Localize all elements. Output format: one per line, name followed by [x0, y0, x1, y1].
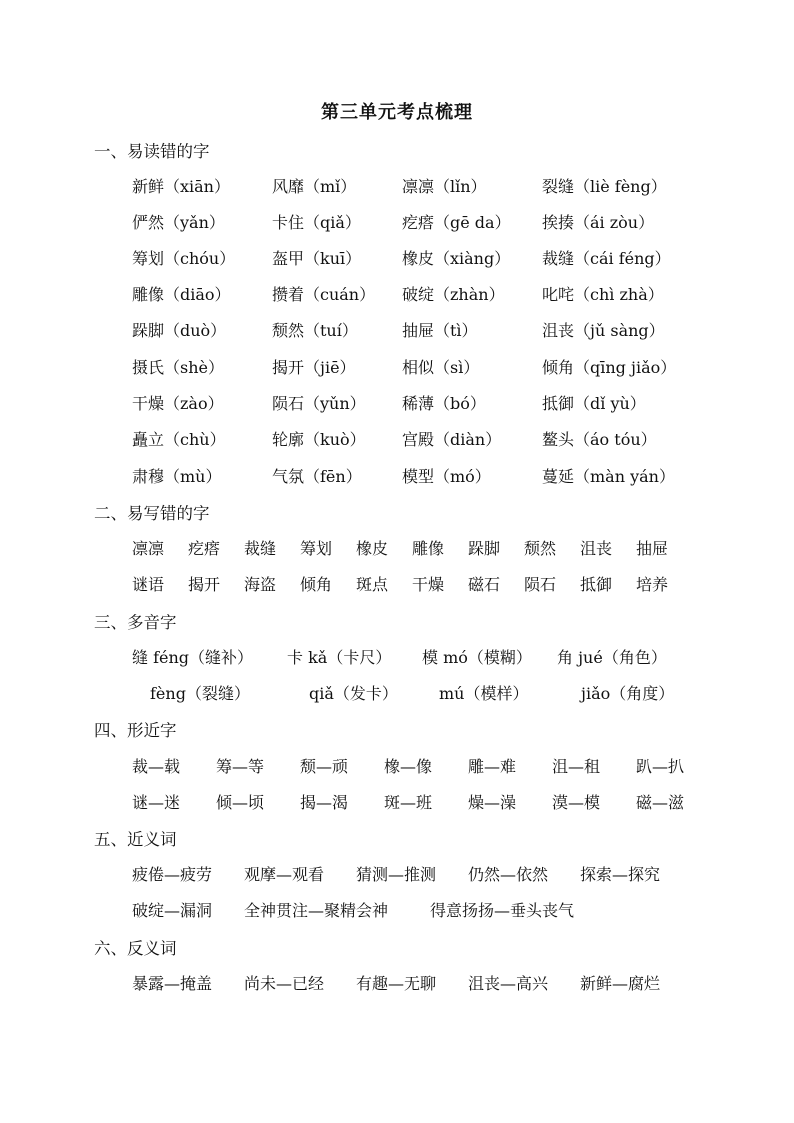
term-item: 气氛（fēn）	[272, 467, 362, 486]
term-item: 颓然	[524, 539, 557, 558]
term-item: 颓然（tuí）	[272, 321, 358, 340]
term-item: 凛凛	[132, 539, 165, 558]
term-item: 裁缝	[244, 539, 277, 558]
section-row	[0, 427, 794, 451]
term-item: 橡皮（xiàng）	[402, 249, 511, 268]
term-item: 俨然（yǎn）	[132, 213, 225, 232]
term-item: 筹划	[300, 539, 333, 558]
term-item: 橡—像	[384, 757, 433, 776]
term-item: 新鲜（xiān）	[132, 177, 230, 196]
term-item: 矗立（chù）	[132, 430, 226, 449]
term-item: 裁缝（cái féng）	[542, 249, 671, 268]
term-item: 摄氏（shè）	[132, 358, 224, 377]
term-item: 疙瘩（gē da）	[402, 213, 511, 232]
term-item: 肃穆（mù）	[132, 467, 222, 486]
term-item: 沮丧	[580, 539, 613, 558]
term-item: 雕像（diāo）	[132, 285, 231, 304]
section-heading: 三、多音字	[94, 613, 177, 632]
term-item: 干燥	[412, 575, 445, 594]
term-item: 陨石	[524, 575, 557, 594]
term-item: 挨揍（ái zòu）	[542, 213, 655, 232]
term-item: 燥—澡	[468, 793, 517, 812]
section-row	[0, 174, 794, 198]
term-item: 海盗	[244, 575, 277, 594]
term-item: 倾角（qīng jiǎo）	[542, 358, 677, 377]
term-item: 模 mó（模糊）	[422, 648, 532, 667]
term-item: qiǎ（发卡）	[309, 684, 398, 703]
term-item: 陨石（yǔn）	[272, 394, 366, 413]
section-row	[0, 318, 794, 342]
section-row	[0, 862, 794, 886]
term-item: 橡皮	[356, 539, 389, 558]
term-item: 筹划（chóu）	[132, 249, 236, 268]
term-item: 斑点	[356, 575, 389, 594]
term-item: 揭—渴	[300, 793, 349, 812]
term-item: 倾—顷	[216, 793, 265, 812]
term-item: 疲倦—疲劳	[132, 865, 213, 884]
term-item: 疙瘩	[188, 539, 221, 558]
term-item: 仍然—依然	[468, 865, 549, 884]
term-item: 揭开	[188, 575, 221, 594]
term-item: 磁石	[468, 575, 501, 594]
term-item: 探索—探究	[580, 865, 661, 884]
term-item: fèng（裂缝）	[150, 684, 250, 703]
term-item: 斑—班	[384, 793, 433, 812]
section-row	[0, 681, 794, 705]
term-item: 缝 féng（缝补）	[132, 648, 254, 667]
term-item: 鳌头（áo tóu）	[542, 430, 657, 449]
term-item: 抽屉	[636, 539, 669, 558]
term-item: 漠—模	[552, 793, 601, 812]
term-item: 蔓延（màn yán）	[542, 467, 675, 486]
term-item: 轮廓（kuò）	[272, 430, 366, 449]
term-item: 全神贯注—聚精会神	[244, 901, 389, 920]
term-item: 沮—租	[552, 757, 601, 776]
term-item: 相似（sì）	[402, 358, 480, 377]
term-item: 暴露—掩盖	[132, 974, 213, 993]
term-item: 猜测—推测	[356, 865, 437, 884]
term-item: 模型（mó）	[402, 467, 491, 486]
section-row	[0, 282, 794, 306]
term-item: 抽屉（tì）	[402, 321, 478, 340]
term-item: 叱咤（chì zhà）	[542, 285, 664, 304]
term-item: 裁—载	[132, 757, 181, 776]
term-item: 揭开（jiē）	[272, 358, 356, 377]
term-item: 颓—顽	[300, 757, 349, 776]
section-row	[0, 645, 794, 669]
term-item: 观摩—观看	[244, 865, 325, 884]
term-item: 有趣—无聊	[356, 974, 437, 993]
term-item: 谜语	[132, 575, 165, 594]
term-item: 破绽（zhàn）	[402, 285, 505, 304]
term-item: 得意扬扬—垂头丧气	[430, 901, 575, 920]
term-item: 攒着（cuán）	[272, 285, 376, 304]
term-item: jiǎo（角度）	[581, 684, 675, 703]
term-item: 抵御	[580, 575, 613, 594]
section-row	[0, 790, 794, 814]
term-item: 盔甲（kuī）	[272, 249, 362, 268]
term-item: 新鲜—腐烂	[580, 974, 661, 993]
term-item: 宫殿（diàn）	[402, 430, 502, 449]
term-item: 雕—难	[468, 757, 517, 776]
term-item: 跺脚	[468, 539, 501, 558]
section-heading: 五、近义词	[94, 830, 177, 849]
term-item: 破绽—漏洞	[132, 901, 213, 920]
term-item: 磁—滋	[636, 793, 685, 812]
term-item: 抵御（dǐ yù）	[542, 394, 646, 413]
term-item: 筹—等	[216, 757, 265, 776]
section-row	[0, 572, 794, 596]
section-heading: 六、反义词	[94, 939, 177, 958]
term-item: 干燥（zào）	[132, 394, 224, 413]
term-item: 卡 kǎ（卡尺）	[287, 648, 392, 667]
page-title: 第三单元考点梳理	[321, 102, 473, 123]
term-item: mú（模样）	[439, 684, 529, 703]
term-item: 跺脚（duò）	[132, 321, 227, 340]
section-row	[0, 355, 794, 379]
section-row	[0, 754, 794, 778]
term-item: 培养	[636, 575, 669, 594]
term-item: 沮丧（jǔ sàng）	[542, 321, 665, 340]
term-item: 风靡（mǐ）	[272, 177, 357, 196]
section-heading: 一、易读错的字	[94, 142, 210, 161]
term-item: 角 jué（角色）	[557, 648, 667, 667]
term-item: 裂缝（liè fèng）	[542, 177, 667, 196]
term-item: 尚未—已经	[244, 974, 325, 993]
section-row	[0, 210, 794, 234]
section-row	[0, 898, 794, 922]
term-item: 谜—迷	[132, 793, 181, 812]
section-row	[0, 391, 794, 415]
term-item: 沮丧—高兴	[468, 974, 549, 993]
term-item: 倾角	[300, 575, 333, 594]
term-item: 雕像	[412, 539, 445, 558]
term-item: 稀薄（bó）	[402, 394, 486, 413]
term-item: 凛凛（lǐn）	[402, 177, 487, 196]
section-heading: 二、易写错的字	[94, 504, 210, 523]
term-item: 趴—扒	[636, 757, 685, 776]
term-item: 卡住（qiǎ）	[272, 213, 361, 232]
section-row	[0, 536, 794, 560]
section-heading: 四、形近字	[94, 721, 177, 740]
section-row	[0, 971, 794, 995]
section-row	[0, 464, 794, 488]
section-row	[0, 246, 794, 270]
